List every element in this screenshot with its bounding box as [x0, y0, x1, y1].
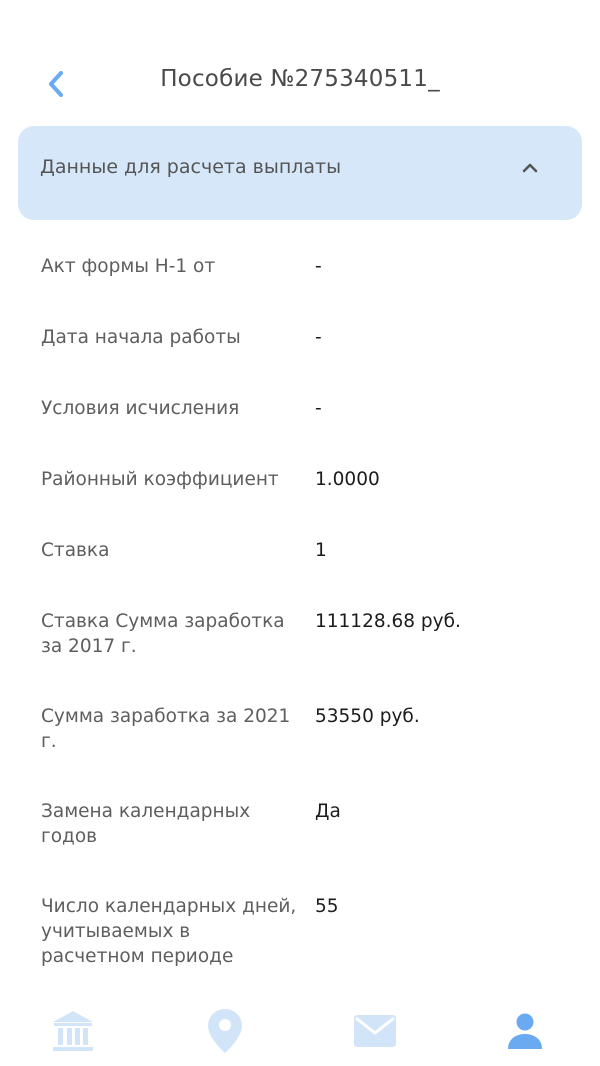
tab-messages[interactable] [350, 1006, 400, 1056]
detail-label: Условия исчисления [41, 398, 240, 419]
section-header-payment-data[interactable] [18, 126, 582, 220]
detail-label: Число календарных дней, учитываемых в расчетном периоде [41, 896, 297, 967]
detail-label: Сумма заработка за 2021 г. [41, 706, 291, 752]
detail-label: Дата начала работы [41, 327, 241, 348]
detail-value: 53550 руб. [315, 706, 420, 727]
detail-value: 1 [315, 540, 327, 561]
detail-label: Замена календарных годов [41, 801, 251, 847]
mail-icon [352, 1011, 398, 1051]
detail-label: Ставка Сумма заработка за 2017 г. [41, 611, 285, 657]
detail-value: Да [315, 801, 341, 822]
section-title: Данные для расчета выплаты [40, 156, 342, 178]
detail-value: 111128.68 руб. [315, 611, 461, 632]
detail-label: Ставка [41, 540, 110, 561]
header [0, 50, 600, 114]
page-title: Пособие №275340511_ [160, 66, 440, 92]
detail-label: Районный коэффициент [41, 469, 279, 490]
detail-value: - [315, 256, 322, 277]
map-pin-icon [205, 1007, 245, 1055]
user-icon [505, 1011, 545, 1051]
detail-value: - [315, 398, 322, 419]
detail-value: 1.0000 [315, 469, 380, 490]
detail-label: Акт формы Н-1 от [41, 256, 216, 277]
tab-bar [0, 996, 600, 1066]
tab-profile[interactable] [500, 1006, 550, 1056]
detail-value: 55 [315, 896, 339, 917]
detail-value: - [315, 327, 322, 348]
chevron-up-icon [518, 156, 542, 180]
tab-institution[interactable] [48, 1006, 98, 1056]
bank-icon [50, 1008, 96, 1054]
tab-location[interactable] [200, 1006, 250, 1056]
